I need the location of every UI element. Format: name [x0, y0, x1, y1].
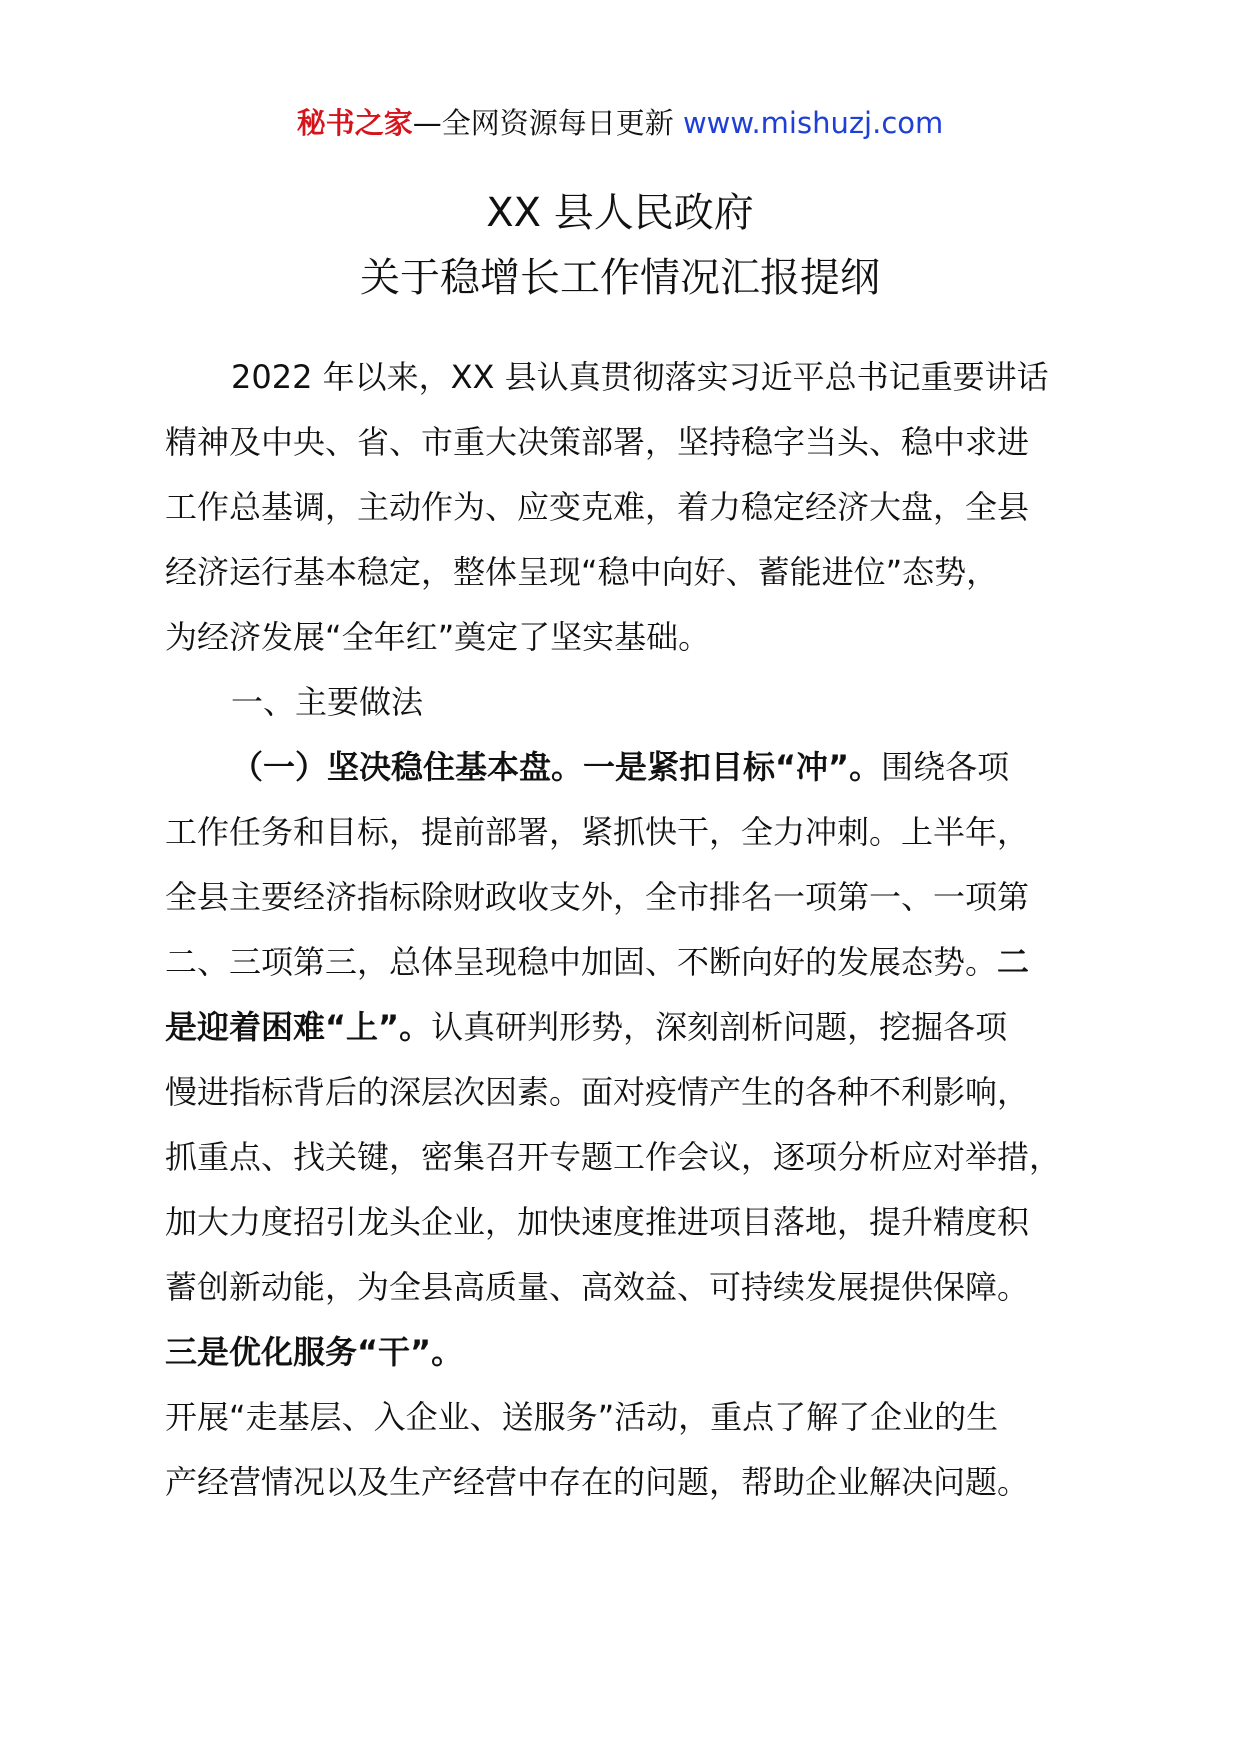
- body-line: 全县主要经济指标除财政收支外，全市排名一项第一、一项第: [165, 878, 1030, 916]
- body-line: 抓重点、找关键，密集召开专题工作会议，逐项分析应对举措，: [165, 1138, 1062, 1176]
- section-heading: 一、主要做法: [231, 683, 424, 721]
- brand-name: 秘书之家: [296, 106, 413, 140]
- point-two-heading: 是迎着困难“上”。: [165, 1008, 432, 1046]
- body-line: 慢进指标背后的深层次因素。面对疫情产生的各种不利影响，: [165, 1073, 1030, 1111]
- document-title-line1: XX 县人民政府: [486, 190, 754, 236]
- intro-line: 为经济发展“全年红”奠定了坚实基础。: [165, 618, 711, 656]
- site-header: [0, 103, 1240, 143]
- body-line: 开展“走基层、入企业、送服务”活动，重点了解了企业的生: [165, 1398, 999, 1436]
- subsection-line: [165, 735, 1105, 800]
- header-tagline: —全网资源每日更新: [412, 106, 674, 140]
- body-line: 工作任务和目标，提前部署，紧抓快干，全力冲刺。上半年，: [165, 813, 1030, 851]
- document-body: [165, 345, 1105, 1515]
- body-text: 二、三项第三，总体呈现稳中加固、不断向好的发展态势。: [165, 943, 998, 981]
- intro-line: 工作总基调，主动作为、应变克难，着力稳定经济大盘，全县: [165, 488, 1030, 526]
- body-line: 加大力度招引龙头企业，加快速度推进项目落地，提升精度积: [165, 1203, 1030, 1241]
- intro-line: 精神及中央、省、市重大决策部署，坚持稳字当头、稳中求进: [165, 423, 1030, 461]
- body-text: 认真研判形势，深刻剖析问题，挖掘各项: [431, 1008, 1008, 1046]
- document-title-line2: 关于稳增长工作情况汇报提纲: [360, 255, 880, 301]
- intro-line: 2022 年以来，XX 县认真贯彻落实习近平总书记重要讲话: [231, 358, 1049, 396]
- point-two-start: 二: [997, 943, 1030, 981]
- body-line: 产经营情况以及生产经营中存在的问题，帮助企业解决问题。: [165, 1463, 1030, 1501]
- body-line: [165, 930, 1105, 995]
- body-line: 蓄创新动能，为全县高质量、高效益、可持续发展提供保障。: [165, 1268, 1030, 1306]
- intro-line: 经济运行基本稳定，整体呈现“稳中向好、蓄能进位”态势，: [165, 553, 999, 591]
- point-three-heading: 三是优化服务“干”。: [165, 1333, 464, 1371]
- subsection-text: 围绕各项: [881, 748, 1010, 786]
- body-line: [165, 995, 1105, 1060]
- subsection-heading: （一）坚决稳住基本盘。一是紧扣目标“冲”。: [231, 748, 882, 786]
- site-url-link[interactable]: www.mishuzj.com: [682, 106, 944, 140]
